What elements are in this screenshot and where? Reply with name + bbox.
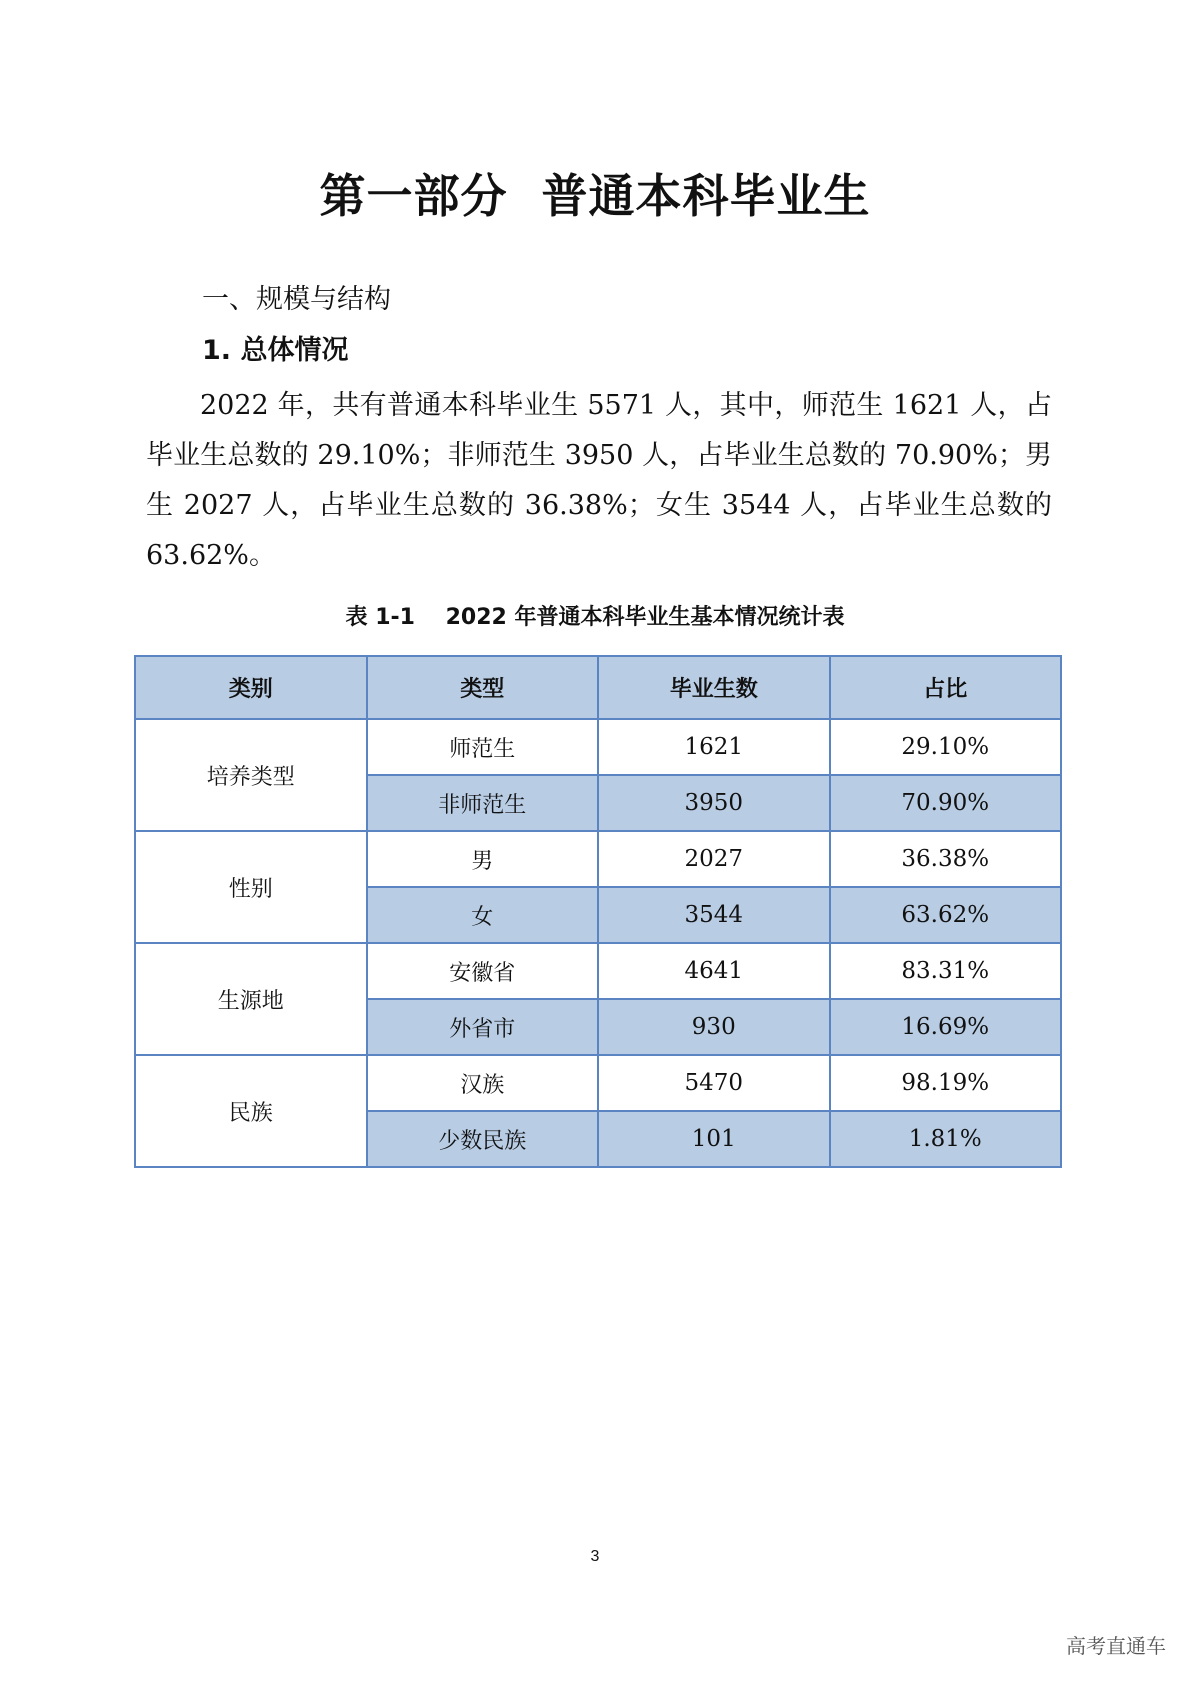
category-cell: 性别 — [135, 831, 367, 943]
table-row — [135, 719, 1061, 775]
type-cell: 少数民族 — [367, 1111, 599, 1167]
header-category: 类别 — [135, 656, 367, 719]
count-cell: 930 — [598, 999, 830, 1055]
count-cell: 2027 — [598, 831, 830, 887]
subsection-heading: 1. 总体情况 — [202, 335, 349, 366]
ratio-cell: 36.38% — [830, 831, 1062, 887]
header-ratio: 占比 — [830, 656, 1062, 719]
header-type: 类型 — [367, 656, 599, 719]
table-header-row — [135, 656, 1061, 719]
ratio-cell: 1.81% — [830, 1111, 1062, 1167]
ratio-cell: 29.10% — [830, 719, 1062, 775]
overview-paragraph: 2022 年，共有普通本科毕业生 5571 人，其中，师范生 1621 人，占毕业生总数的 29.10%；非师范生 3950 人，占毕业生总数的 70.90%；男生 2027 人，占毕业生总数的 36.38%；女生 3544 人，占毕业生总数的 63.62%。 — [146, 390, 1052, 571]
watermark: 高考直通车 — [1066, 1634, 1166, 1658]
type-cell: 师范生 — [367, 719, 599, 775]
ratio-cell: 83.31% — [830, 943, 1062, 999]
table-row — [135, 943, 1061, 999]
type-cell: 非师范生 — [367, 775, 599, 831]
page-title: 第一部分 普通本科毕业生 — [319, 169, 871, 223]
page-number: 3 — [590, 1548, 600, 1565]
category-cell: 生源地 — [135, 943, 367, 1055]
table-row — [135, 831, 1061, 887]
ratio-cell: 16.69% — [830, 999, 1062, 1055]
count-cell: 4641 — [598, 943, 830, 999]
type-cell: 男 — [367, 831, 599, 887]
table-caption: 表 1-1 2022 年普通本科毕业生基本情况统计表 — [345, 605, 845, 630]
graduate-stats-table — [134, 655, 1062, 1168]
section-heading: 一、规模与结构 — [202, 284, 391, 315]
count-cell: 5470 — [598, 1055, 830, 1111]
count-cell: 101 — [598, 1111, 830, 1167]
count-cell: 1621 — [598, 719, 830, 775]
type-cell: 女 — [367, 887, 599, 943]
ratio-cell: 98.19% — [830, 1055, 1062, 1111]
category-cell: 培养类型 — [135, 719, 367, 831]
ratio-cell: 63.62% — [830, 887, 1062, 943]
header-count: 毕业生数 — [598, 656, 830, 719]
type-cell: 安徽省 — [367, 943, 599, 999]
category-cell: 民族 — [135, 1055, 367, 1167]
count-cell: 3950 — [598, 775, 830, 831]
count-cell: 3544 — [598, 887, 830, 943]
type-cell: 外省市 — [367, 999, 599, 1055]
table-row — [135, 1055, 1061, 1111]
ratio-cell: 70.90% — [830, 775, 1062, 831]
type-cell: 汉族 — [367, 1055, 599, 1111]
